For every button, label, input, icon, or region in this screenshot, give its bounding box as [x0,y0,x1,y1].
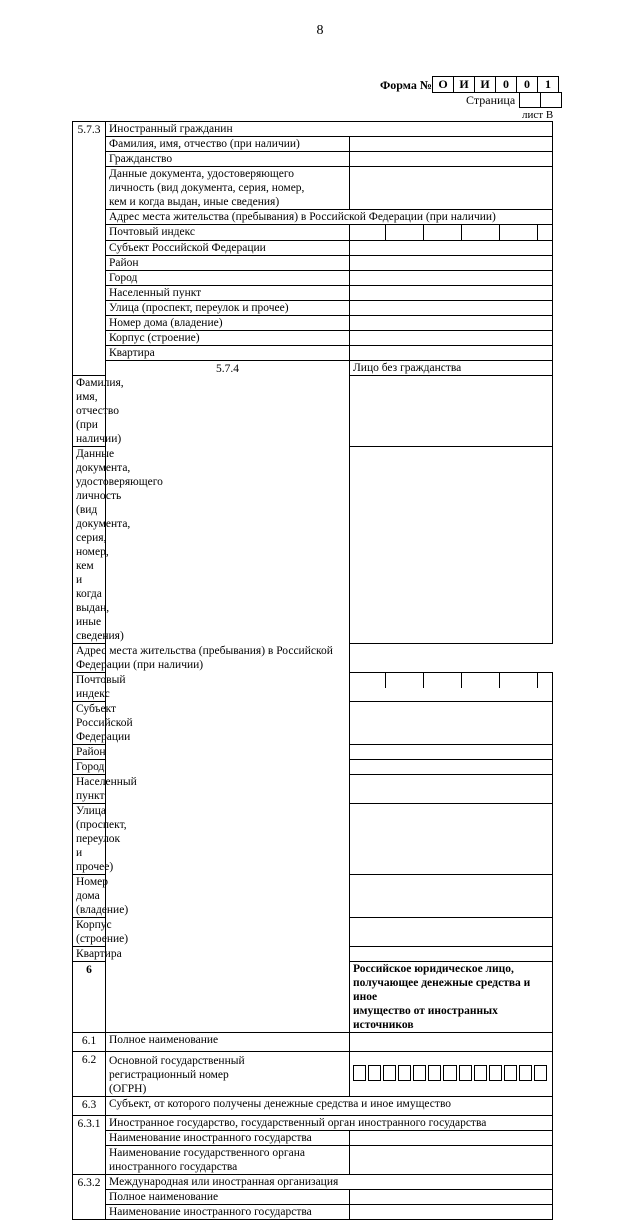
input-cell[interactable] [350,947,553,962]
field-label: Почтовый индекс [106,225,350,241]
input-cell[interactable] [350,1146,553,1175]
field-label: Улица (проспект, переулок и прочее) [73,804,106,875]
section-title-line: имущество от иностранных источников [353,1005,498,1031]
field-label: Район [106,256,350,271]
subsection-title: Адрес места жительства (пребывания) в Российской Федерации (при наличии) [73,644,350,673]
form-code-cell: И [453,76,475,93]
input-cell[interactable] [350,875,553,918]
field-label-line: личность (вид документа, серия, номер, [109,182,305,194]
field-label: Субъект Российской Федерации [106,241,350,256]
ogrn-input[interactable] [350,1052,553,1097]
input-cell[interactable] [350,316,553,331]
field-label-line: кем и когда выдан, иные сведения) [109,196,280,208]
field-label: Район [73,745,106,760]
input-cell[interactable] [350,447,553,644]
input-cell[interactable] [350,331,553,346]
input-cell[interactable] [350,918,553,947]
section-title: Иностранный гражданин [106,122,553,137]
input-cell[interactable] [350,271,553,286]
form-code-cell: И [474,76,496,93]
form-code-cell: 0 [495,76,517,93]
input-cell[interactable] [350,152,553,167]
subsection-title: Адрес места жительства (пребывания) в Российской Федерации (при наличии) [106,210,553,225]
field-label: Номер дома (владение) [73,875,106,918]
field-label: Квартира [106,346,350,361]
field-label: Субъект Российской Федерации [73,702,106,745]
input-cell[interactable] [350,1033,553,1052]
field-label-line: иностранного государства [109,1161,238,1173]
field-label [106,1146,350,1175]
form-code-cell: 1 [537,76,559,93]
field-label: Город [73,760,106,775]
form-table [72,121,553,1220]
input-cell[interactable] [350,1205,553,1220]
section-number: 6.3 [73,1097,106,1116]
field-label-line: Наименование государственного органа [109,1147,305,1159]
field-label: Полное наименование [106,1033,350,1052]
form-code-cell: О [432,76,454,93]
input-cell[interactable] [350,286,553,301]
section-title: Лицо без гражданства [350,361,553,376]
section-number: 6 [73,962,106,1033]
subsection-title: Международная или иностранная организация [106,1175,553,1190]
section-title: Субъект, от которого получены денежные средства и иное имущество [106,1097,553,1116]
field-label-line: Данные документа, удостоверяющего [109,168,295,180]
form-code [433,76,559,93]
section-title [350,962,553,1033]
form-code-cell: 0 [516,76,538,93]
field-label: Гражданство [106,152,350,167]
postcode-input[interactable] [350,225,553,241]
input-cell[interactable] [350,301,553,316]
field-label [106,167,350,210]
field-label-line: Данные документа, удостоверяющего [76,448,163,488]
input-cell[interactable] [350,775,553,804]
input-cell[interactable] [350,804,553,875]
field-label-line: кем и когда выдан, иные сведения) [76,560,124,642]
field-label-line: регистрационный номер [109,1069,229,1081]
form-number-label: Форма № [380,78,432,92]
field-label-line: Основной государственный [109,1055,245,1067]
page-label: Страница [466,93,516,107]
section-title-line: Российское юридическое лицо, получающее денежные средства и иное [353,963,531,1003]
field-label-line: (ОГРН) [109,1083,147,1095]
input-cell[interactable] [350,702,553,745]
field-label: Населенный пункт [106,286,350,301]
input-cell[interactable] [350,346,553,361]
field-label: Корпус (строение) [73,918,106,947]
section-number: 6.1 [73,1033,106,1052]
page-number: 8 [316,23,324,38]
input-cell[interactable] [350,745,553,760]
section-number: 6.2 [73,1052,106,1097]
field-label: Корпус (строение) [106,331,350,346]
field-label: Улица (проспект, переулок и прочее) [106,301,350,316]
field-label: Номер дома (владение) [106,316,350,331]
input-cell[interactable] [350,760,553,775]
field-label: Населенный пункт [73,775,106,804]
section-number: 5.7.4 [106,361,350,1033]
field-label [106,1052,350,1097]
input-cell[interactable] [350,137,553,152]
input-cell[interactable] [350,256,553,271]
field-label-line: личность (вид документа, серия, номер, [76,490,131,558]
input-cell[interactable] [350,1190,553,1205]
field-label: Квартира [73,947,106,962]
field-label: Почтовый индекс [73,673,106,702]
input-cell[interactable] [350,1131,553,1146]
field-label: Наименование иностранного государства [106,1131,350,1146]
input-cell[interactable] [350,376,553,447]
field-label: Фамилия, имя, отчество (при наличии) [73,376,106,447]
subsection-title: Иностранное государство, государственный орган иностранного государства [106,1116,553,1131]
section-number: 5.7.3 [73,122,106,376]
page-number-field[interactable] [519,92,562,108]
section-number: 6.3.1 [73,1116,106,1175]
input-cell[interactable] [350,241,553,256]
field-label: Полное наименование [106,1190,350,1205]
section-number: 6.3.2 [73,1175,106,1220]
field-label: Фамилия, имя, отчество (при наличии) [106,137,350,152]
sheet-label: лист В [522,109,554,121]
field-label: Город [106,271,350,286]
field-label: Наименование иностранного государства [106,1205,350,1220]
input-cell[interactable] [350,167,553,210]
postcode-input[interactable] [350,673,553,702]
field-label [73,447,163,644]
